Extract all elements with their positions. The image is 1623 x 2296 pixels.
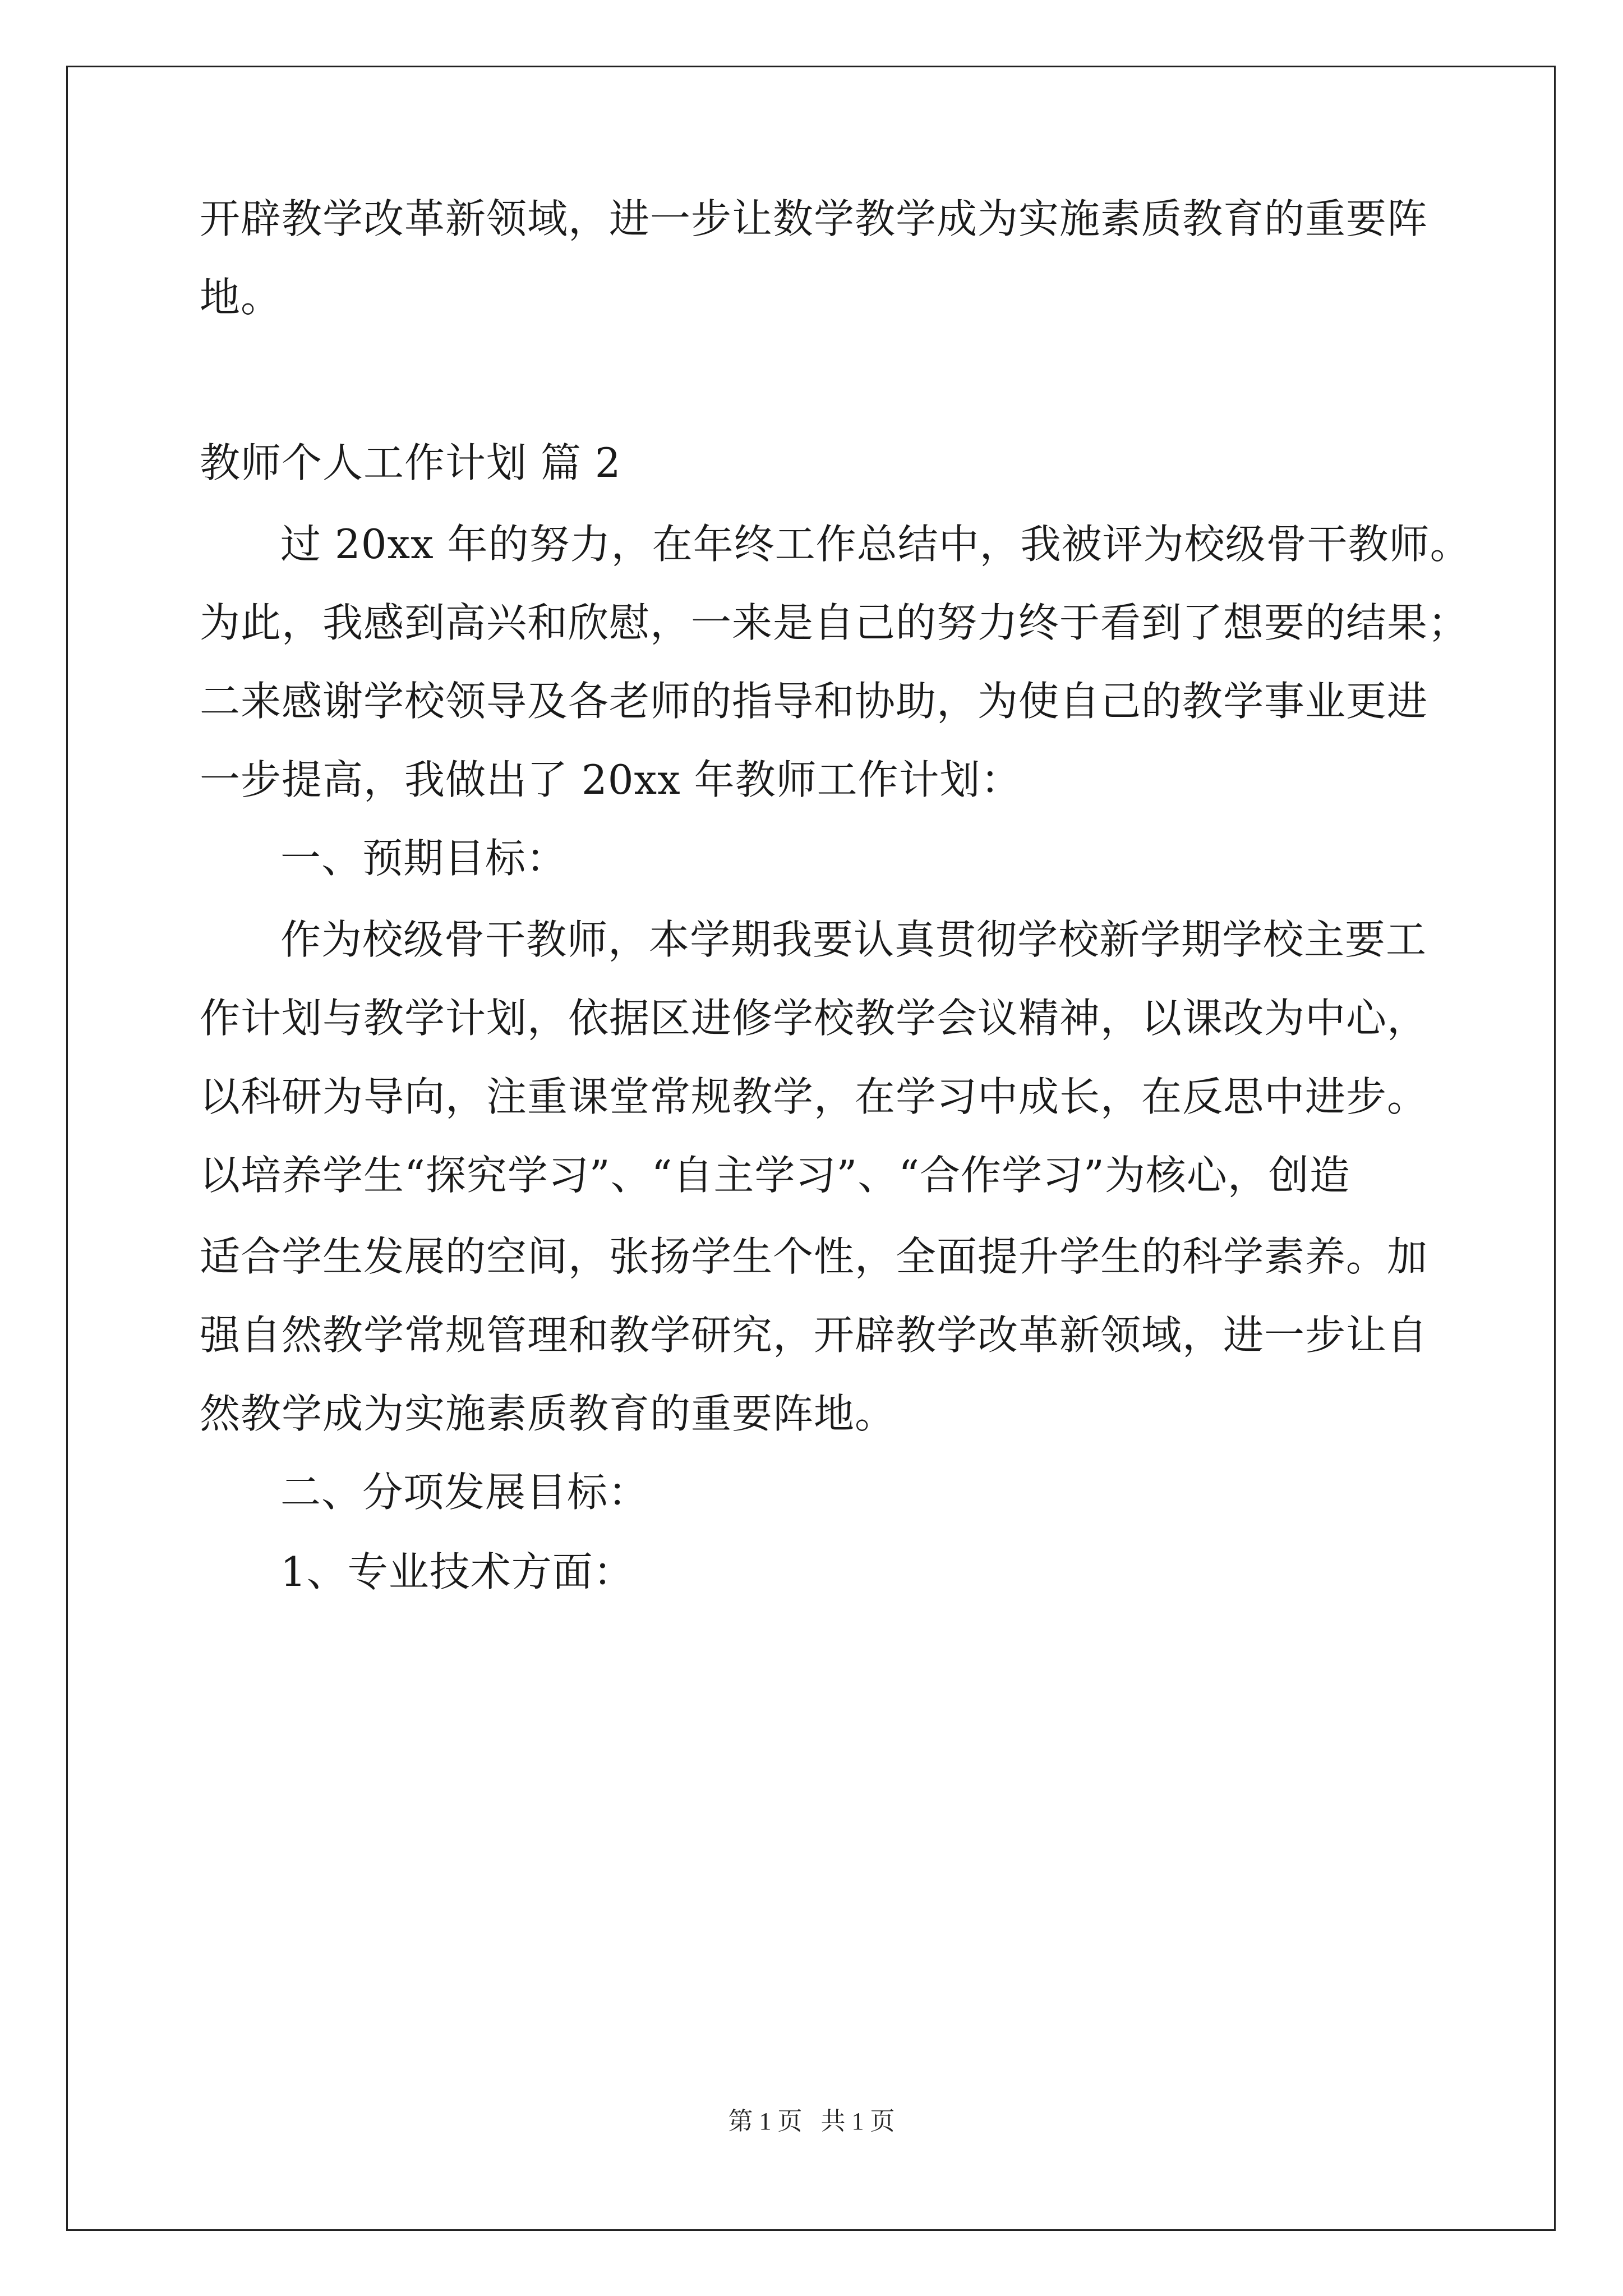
subheading: 二、分项发展目标：	[280, 1469, 649, 1516]
paragraph-line: 地。	[200, 274, 282, 321]
section-heading: 教师个人工作计划 篇 2	[200, 439, 621, 486]
paragraph-line: 然教学成为实施素质教育的重要阵地。	[200, 1390, 896, 1437]
paragraph-line: 以科研为导向，注重课堂常规教学，在学习中成长，在反思中进步。	[200, 1073, 1428, 1120]
paragraph-line: 过 20xx 年的努力，在年终工作总结中，我被评为校级骨干教师。	[280, 521, 1471, 568]
paragraph-line: 作为校级骨干教师，本学期我要认真贯彻学校新学期学校主要工	[280, 916, 1427, 963]
paragraph-line: 二来感谢学校领导及各老师的指导和协助，为使自己的教学事业更进	[200, 678, 1428, 725]
paragraph-line: 适合学生发展的空间，张扬学生个性，全面提升学生的科学素养。加	[200, 1233, 1428, 1280]
paragraph-line: 以培养学生“探究学习”、“自主学习”、“合作学习”为核心，创造	[200, 1152, 1350, 1199]
paragraph-line: 强自然教学常规管理和教学研究，开辟教学改革新领域，进一步让自	[200, 1312, 1428, 1359]
paragraph-line: 开辟教学改革新领域，进一步让数学教学成为实施素质教育的重要阵	[200, 195, 1428, 242]
paragraph-line: 作计划与教学计划，依据区进修学校教学会议精神，以课改为中心，	[200, 995, 1428, 1042]
page-footer: 第 1 页 共 1 页	[728, 2108, 895, 2135]
subheading: 1、专业技术方面：	[280, 1548, 634, 1595]
paragraph-line: 一步提高，我做出了 20xx 年教师工作计划：	[200, 756, 1022, 803]
paragraph-line: 为此，我感到高兴和欣慰，一来是自己的努力终于看到了想要的结果；	[200, 599, 1469, 646]
subheading: 一、预期目标：	[280, 835, 568, 882]
